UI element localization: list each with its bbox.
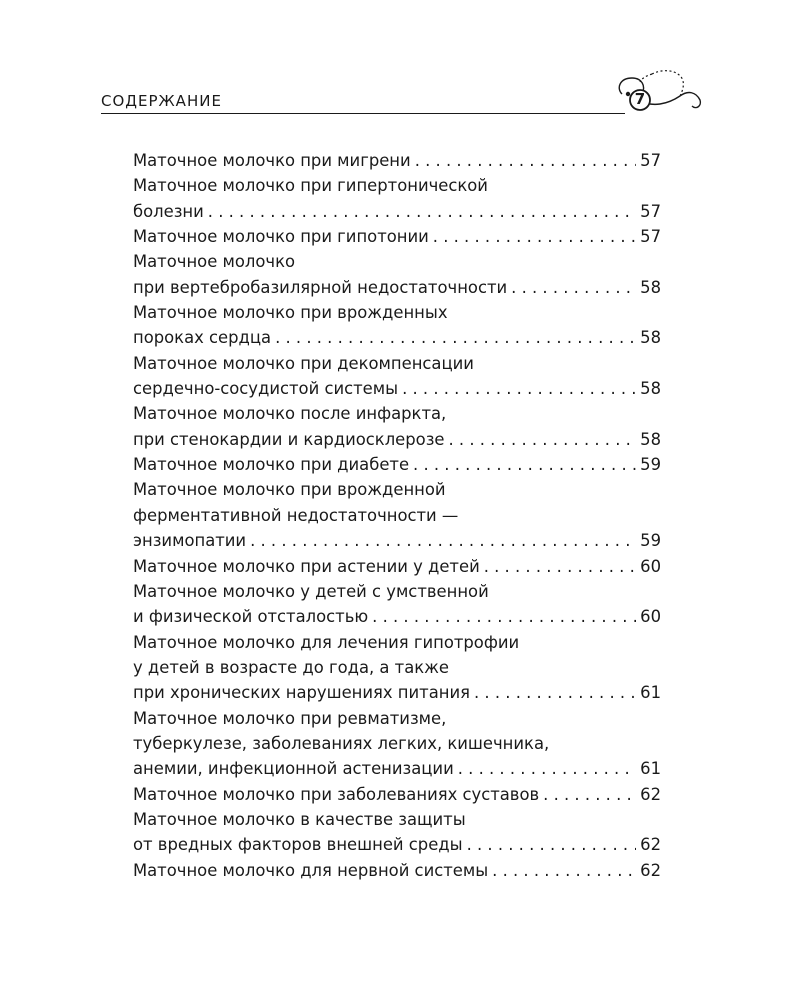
toc-entry-line: [133, 249, 661, 274]
toc-entry-line: [133, 477, 661, 502]
toc-entry-text: Маточное молочко при гипертонической: [133, 176, 488, 196]
toc-entry-line: [133, 731, 661, 756]
toc-entry-line: [133, 452, 661, 477]
toc-entry-line: [133, 376, 661, 401]
toc-page-number: 58: [640, 379, 661, 399]
toc-entry-text: Маточное молочко: [133, 252, 295, 272]
toc-leader-dots: [275, 325, 636, 350]
toc-entry-line: [133, 858, 661, 883]
toc-page-number: 61: [640, 759, 661, 779]
toc-entry-text: Маточное молочко у детей с умственной: [133, 581, 489, 601]
toc-entry-text: Маточное молочко при заболеваниях суставов: [133, 784, 540, 804]
toc-entry-line: [133, 300, 661, 325]
toc-leader-dots: [433, 224, 636, 249]
toc-page-number: 57: [640, 151, 661, 170]
toc-entry-text: туберкулезе, заболеваниях легких, кишечника,: [133, 733, 550, 753]
toc-page-number: 57: [640, 201, 661, 221]
toc-entry-line: [133, 351, 661, 376]
toc-entry-line: [133, 655, 661, 680]
toc-entry-line: [133, 199, 661, 224]
toc-page-number: 62: [640, 835, 661, 855]
toc-entry-text: у детей в возрасте до года, а также: [133, 657, 449, 677]
toc-page-number: 60: [640, 556, 661, 576]
toc-entry-text: Маточное молочко после инфаркта,: [133, 404, 447, 424]
toc-entry-line: [133, 579, 661, 604]
toc-entry-text: анемии, инфекционной астенизации: [133, 759, 454, 779]
toc-page-number: 58: [640, 328, 661, 348]
toc-entry-text: Маточное молочко при врожденных: [133, 303, 448, 323]
toc-entry-line: [133, 401, 661, 426]
toc-page-number: 58: [640, 277, 661, 297]
toc-entry-line: [133, 427, 661, 452]
toc-page-number: 59: [640, 531, 661, 551]
toc-entry-text: при хронических нарушениях питания: [133, 683, 471, 703]
toc-page-number: 58: [640, 429, 661, 449]
toc-entry-text: энзимопатии: [133, 531, 247, 551]
running-header-title: СОДЕРЖАНИЕ: [101, 92, 222, 110]
toc-entry-text: Маточное молочко при декомпенсации: [133, 353, 474, 373]
toc-page-number: 59: [640, 455, 661, 475]
toc-entry-line: [133, 173, 661, 198]
toc-leader-dots: [413, 452, 636, 477]
toc-entry-text: Маточное молочко в качестве защиты: [133, 809, 466, 829]
toc-entry-line: [133, 224, 661, 249]
stethoscope-icon: [612, 64, 712, 124]
toc-entry-line: [133, 325, 661, 350]
toc-entry-line: [133, 604, 661, 629]
toc-leader-dots: [372, 604, 636, 629]
toc-entry-line: [133, 756, 661, 781]
toc-entry-line: [133, 630, 661, 655]
toc-entry-line: [133, 503, 661, 528]
toc-entry-text: сердечно-сосудистой системы: [133, 379, 399, 399]
toc-leader-dots: [415, 148, 636, 173]
toc-page-number: 57: [640, 227, 661, 247]
toc-leader-dots: [474, 680, 636, 705]
toc-entry-text: Маточное молочко для нервной системы: [133, 860, 489, 880]
toc-entry-text: Маточное молочко при врожденной: [133, 480, 446, 500]
toc-entry-text: болезни: [133, 201, 204, 221]
toc-entry-text: при стенокардии и кардиосклерозе: [133, 429, 445, 449]
toc-entry-text: Маточное молочко для лечения гипотрофии: [133, 632, 520, 652]
toc-entry-text: при вертебробазилярной недостаточности: [133, 277, 508, 297]
table-of-contents: [133, 148, 661, 883]
toc-page-number: 61: [640, 683, 661, 703]
toc-page-number: 62: [640, 784, 661, 804]
toc-leader-dots: [458, 756, 636, 781]
toc-entry-line: [133, 148, 661, 173]
toc-page-number: 62: [640, 860, 661, 880]
toc-entry-text: Маточное молочко при ревматизме,: [133, 708, 447, 728]
toc-entry-line: [133, 554, 661, 579]
toc-leader-dots: [449, 427, 637, 452]
toc-leader-dots: [250, 528, 636, 553]
toc-entry-line: [133, 782, 661, 807]
toc-entry-text: ферментативной недостаточности —: [133, 505, 459, 525]
header-rule: [101, 113, 625, 114]
toc-leader-dots: [543, 782, 636, 807]
toc-entry-text: пороках сердца: [133, 328, 272, 348]
page-number: 7: [634, 90, 646, 108]
toc-entry-text: Маточное молочко при гипотонии: [133, 227, 429, 247]
toc-leader-dots: [484, 554, 636, 579]
toc-leader-dots: [402, 376, 636, 401]
toc-entry-text: и физической отсталостью: [133, 607, 369, 627]
toc-entry-line: [133, 807, 661, 832]
toc-entry-line: [133, 680, 661, 705]
toc-entry-text: Маточное молочко при мигрени: [133, 151, 411, 170]
toc-leader-dots: [511, 275, 636, 300]
toc-entry-text: Маточное молочко при астении у детей: [133, 556, 480, 576]
toc-entry-line: [133, 832, 661, 857]
toc-entry-line: [133, 275, 661, 300]
toc-leader-dots: [208, 199, 636, 224]
toc-page-number: 60: [640, 607, 661, 627]
toc-entry-line: [133, 528, 661, 553]
toc-leader-dots: [492, 858, 636, 883]
toc-leader-dots: [467, 832, 637, 857]
toc-entry-text: Маточное молочко при диабете: [133, 455, 410, 475]
toc-entry-line: [133, 706, 661, 731]
toc-entry-text: от вредных факторов внешней среды: [133, 835, 463, 855]
